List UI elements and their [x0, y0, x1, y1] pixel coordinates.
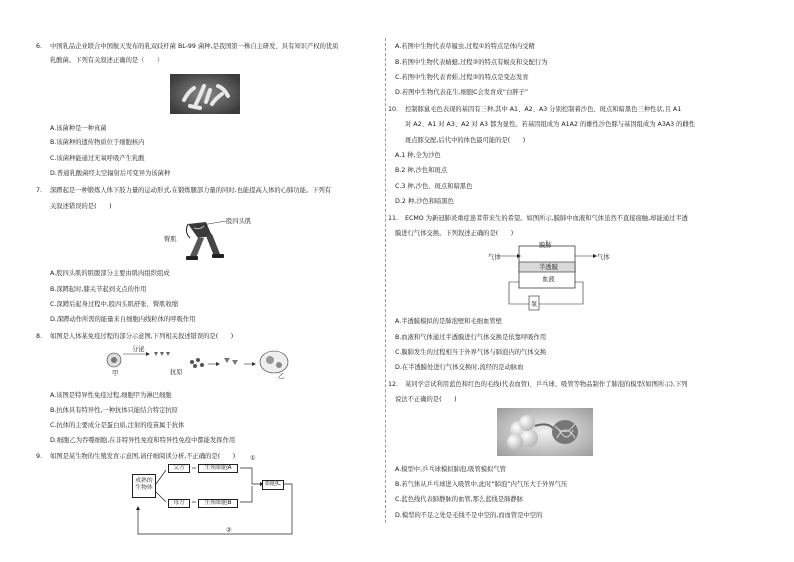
question-7-option-d: D.深蹲动作所需的能量来自细胞内线粒体的呼吸作用: [50, 316, 196, 323]
germ-cell-b-box: [198, 499, 238, 508]
question-6-number: 6.: [36, 43, 43, 50]
question-6-stem-line1: 中国乳品企业联合中国航天发布的乳双歧杆菌 BL-99 菌种,是我国第一株自主研发、具有知识产权的优质: [50, 43, 339, 50]
bacteria-image: [170, 74, 240, 114]
germ-cell-a-label: 生殖细胞A: [204, 465, 232, 471]
father-box: [168, 464, 190, 473]
mother-box: [168, 499, 190, 508]
left-column: [36, 0, 406, 562]
question-6-option-a: A.该菌种是一种真菌: [50, 125, 107, 132]
question-8-option-a: A.该图是特异性免疫过程,细胞甲为淋巴细胞: [50, 392, 172, 399]
antigen-label: 抗原: [170, 369, 183, 376]
question-10-stem-line2: 对 A2、A1 对 A3、A2 对 A3 都为显性。若基因组成为 A1A2 的雄性沙色豚与基因组成为 A3A3 的雌性: [405, 121, 696, 128]
question-11-stem-line2: 膜进行气体交换。下列叙述正确的是( ): [395, 230, 514, 237]
cell-jia-label: 甲: [112, 370, 119, 377]
question-7-number: 7.: [36, 187, 43, 194]
alveoli-model-image: [497, 408, 593, 456]
gas-in-label: 气体: [488, 254, 501, 261]
quadriceps-label: 股四头肌: [226, 218, 252, 225]
question-7-option-b: B.深蹲起时,膝关节起到支点的作用: [50, 286, 147, 293]
question-12-stem-line1: 某同学尝试利用蓝色和红色的毛线(代表血管)、乒乓球、吸管等物品制作了肺泡的模型(如图所示),下列: [405, 381, 688, 388]
immune-process-diagram: [96, 344, 296, 384]
membrane-lung-label: 膜肺: [539, 242, 552, 249]
germ-cell-a-box: [198, 464, 238, 473]
semipermeable-membrane-label: 半透膜: [539, 264, 558, 271]
question-11-number: 11.: [388, 215, 399, 222]
question-12-option-a: A.模型中,乒乓球模拟肺泡,吸管模拟气管: [395, 466, 506, 473]
question-9-stem: 如图是某生物的生殖发育示意图,请仔细阅读分析,不正确的是( ): [50, 453, 236, 460]
question-7-stem-line2: 关叙述错误的是( ): [50, 203, 112, 210]
right-column: [388, 0, 765, 562]
question-9-option-d: D.若图中生物代表花生,细胞C会发育成“白胖子”: [395, 89, 529, 96]
pump-label: 泵: [531, 301, 538, 308]
question-9-option-b: B.若图中生物代表蜻蜓,过程②的特点有蜕皮和交配行为: [395, 59, 548, 66]
question-8-stem: 如图是人体某免疫过程的部分示意图,下列相关叙述错误的是( ): [50, 333, 234, 340]
process-2-marker: ②: [226, 527, 232, 534]
question-11-stem-line1: ECMO 为新冠肺炎重症患者带来生的希望。如图所示,膜肺中血液和气体虽然不直接接触,却能通过半透: [405, 215, 688, 222]
cell-c-box: [262, 480, 284, 490]
question-9-option-a: A.若图中生物代表草履虫,过程①的特点是体内受精: [395, 43, 535, 50]
mother-label: 母方: [173, 500, 185, 506]
question-8-option-d: D.细胞乙为吞噬细胞,在非特异性免疫和特异性免疫中都能发挥作用: [50, 437, 236, 444]
question-10-number: 10.: [388, 106, 399, 113]
gluteus-label: 臀肌: [164, 236, 177, 243]
blood-label: 血液: [542, 276, 555, 283]
question-7-option-c: C.深蹲后起身过程中,股四头肌舒张、臀肌收缩: [50, 301, 179, 308]
question-7-stem-line1: 深蹲起是一种锻炼人体下肢力量的运动形式,在锻炼腿部力量的同时,也能提高人体的心肺功能。下列有: [50, 187, 332, 194]
question-12-number: 12.: [388, 381, 399, 388]
process-1-marker: ①: [250, 455, 256, 462]
quadriceps-pointer: [188, 218, 228, 228]
father-label: 父方: [173, 465, 185, 471]
question-10-option-d: D.2 种,沙色和暗黑色: [395, 198, 454, 205]
question-7-option-a: A.股四头肌的肌腹部分主要由肌肉组织组成: [50, 270, 170, 277]
question-10-option-c: C.3 种,沙色、斑点和暗黑色: [395, 183, 473, 190]
question-10-stem-line3: 斑点豚交配,后代中的体色最可能的是( ): [405, 137, 526, 144]
question-12-option-d: D.模型的不足之处是毛线不是中空的,而血管是中空的: [395, 512, 543, 519]
ecmo-membrane-lung-diagram: [495, 240, 615, 312]
question-6-option-c: C.该菌种能通过无氧呼吸产生乳酸: [50, 155, 145, 162]
question-6-stem-line2: 乳酸菌。下列有关叙述正确的是（ ）: [50, 57, 164, 64]
question-8-option-c: C.抗体的主要成分是蛋白质,注射的疫苗属于抗体: [50, 422, 185, 429]
question-12-stem-line2: 说法不正确的是( ): [395, 396, 457, 403]
question-8-option-b: B.抗体具有特异性,一种抗体只能结合特定抗原: [50, 407, 178, 414]
gas-out-label: 气体: [597, 254, 610, 261]
mature-organism-box: [132, 474, 156, 498]
question-12-option-c: C.蓝色线代表肺静脉的血管,那么蓝线是肺静脉: [395, 496, 524, 503]
question-6-option-d: D.普通乳酸菌经太空辐射后可变异为该菌种: [50, 170, 171, 177]
question-11-option-d: D.在半透膜处进行气体交换时,流经的是动脉血: [395, 364, 524, 371]
secretion-label: 分泌: [132, 346, 145, 353]
cell-c-label: 细胞C: [265, 481, 281, 487]
question-11-option-c: C.膜肺发生的过程相当于外界气体与肺泡内的气体交换: [395, 349, 547, 356]
question-10-option-a: A.1 种,全为沙色: [395, 152, 441, 159]
question-9-number: 9.: [36, 453, 43, 460]
question-9-option-c: C.若图中生物代表青蛙,过程②的特点是变态发育: [395, 74, 529, 81]
column-divider: [385, 38, 386, 523]
question-11-option-b: B.血液和气体通过半透膜进行气体交换是依靠呼吸作用: [395, 334, 547, 341]
question-10-option-b: B.2 种,沙色和斑点: [395, 167, 448, 174]
germ-cell-b-label: 生殖细胞B: [204, 500, 232, 506]
question-11-option-a: A.半透膜模拟的是肺泡壁和毛细血管壁: [395, 318, 502, 325]
mature-organism-label: 成熟的生物体: [135, 478, 153, 491]
cell-yi-label: 乙: [278, 373, 285, 380]
question-6-option-b: B.该菌种的遗传物质位于细胞核内: [50, 139, 145, 146]
question-12-option-b: B.若气体从乒乓球进入吸管中,此时“肺泡”内气压大于外界气压: [395, 481, 568, 488]
question-8-number: 8.: [36, 333, 43, 340]
question-10-stem-line1: 控制豚鼠毛色表现的基因有三种,其中 A1、A2、A3 分别控制着沙色、斑点和暗黑色三种性状,且 A1: [405, 106, 682, 113]
